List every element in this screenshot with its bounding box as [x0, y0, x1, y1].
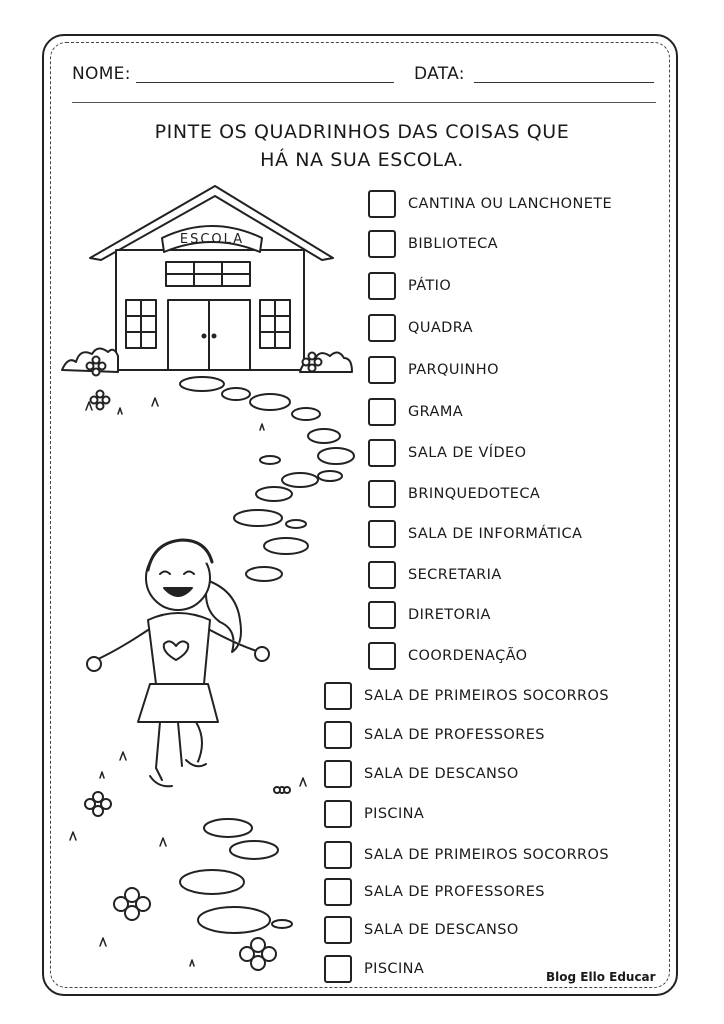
checkbox[interactable]: [324, 682, 352, 710]
list-item: [324, 681, 609, 711]
item-label: BRINQUEDOTECA: [408, 486, 541, 502]
item-label: SALA DE PRIMEIROS SOCORROS: [364, 847, 609, 863]
girl-figure: [87, 540, 269, 786]
list-item: [368, 271, 451, 301]
checkbox[interactable]: [368, 601, 396, 629]
checkbox[interactable]: [368, 314, 396, 342]
checkbox[interactable]: [324, 955, 352, 983]
list-item: [368, 519, 582, 549]
item-label: SALA DE PROFESSORES: [364, 727, 545, 743]
item-label: SALA DE PROFESSORES: [364, 884, 545, 900]
checkbox[interactable]: [368, 561, 396, 589]
item-label: COORDENAÇÃO: [408, 648, 528, 664]
school-building: [62, 186, 352, 372]
list-item: [368, 600, 491, 630]
item-label: SECRETARIA: [408, 567, 502, 583]
list-item: [368, 355, 499, 385]
list-item: [324, 799, 424, 829]
list-item: [324, 720, 545, 750]
item-label: CANTINA OU LANCHONETE: [408, 196, 613, 212]
item-label: SALA DE PRIMEIROS SOCORROS: [364, 688, 609, 704]
list-item: [368, 397, 463, 427]
item-label: SALA DE DESCANSO: [364, 922, 519, 938]
item-label: SALA DE VÍDEO: [408, 445, 527, 461]
checkbox[interactable]: [324, 878, 352, 906]
item-label: PISCINA: [364, 961, 425, 977]
checkbox[interactable]: [368, 480, 396, 508]
checkbox[interactable]: [368, 230, 396, 258]
list-item: [368, 189, 612, 219]
item-label: BIBLIOTECA: [408, 236, 499, 252]
item-label: PARQUINHO: [408, 362, 499, 378]
checkbox[interactable]: [324, 760, 352, 788]
list-item: [368, 560, 502, 590]
item-label: PISCINA: [364, 806, 425, 822]
checkbox[interactable]: [368, 642, 396, 670]
instruction-line-2: HÁ NA SUA ESCOLA.: [260, 149, 464, 171]
checkbox[interactable]: [368, 190, 396, 218]
item-label: SALA DE INFORMÁTICA: [408, 526, 583, 542]
instruction-line-1: PINTE OS QUADRINHOS DAS COISAS QUE: [154, 121, 570, 143]
checkbox[interactable]: [324, 800, 352, 828]
list-item: [324, 840, 609, 870]
school-sign-text: ESCOLA: [179, 232, 245, 247]
list-item: [368, 641, 527, 671]
list-item: [368, 479, 540, 509]
checkbox[interactable]: [324, 721, 352, 749]
item-label: GRAMA: [408, 404, 464, 420]
list-item: [324, 954, 424, 984]
list-item: [368, 313, 473, 343]
checkbox[interactable]: [324, 916, 352, 944]
checkbox[interactable]: [368, 520, 396, 548]
list-item: [324, 915, 519, 945]
item-label: QUADRA: [408, 320, 473, 336]
list-item: [368, 438, 526, 468]
item-label: PÁTIO: [408, 278, 452, 294]
checkbox[interactable]: [368, 356, 396, 384]
item-label: DIRETORIA: [408, 607, 491, 623]
checkbox[interactable]: [324, 841, 352, 869]
item-label: SALA DE DESCANSO: [364, 766, 519, 782]
footer-credit: Blog Ello Educar: [546, 970, 656, 984]
list-item: [324, 877, 545, 907]
list-item: [368, 229, 498, 259]
checkbox[interactable]: [368, 439, 396, 467]
list-item: [324, 759, 519, 789]
checkbox[interactable]: [368, 398, 396, 426]
date-label: DATA:: [414, 64, 465, 84]
checkbox[interactable]: [368, 272, 396, 300]
name-label: NOME:: [72, 64, 131, 84]
